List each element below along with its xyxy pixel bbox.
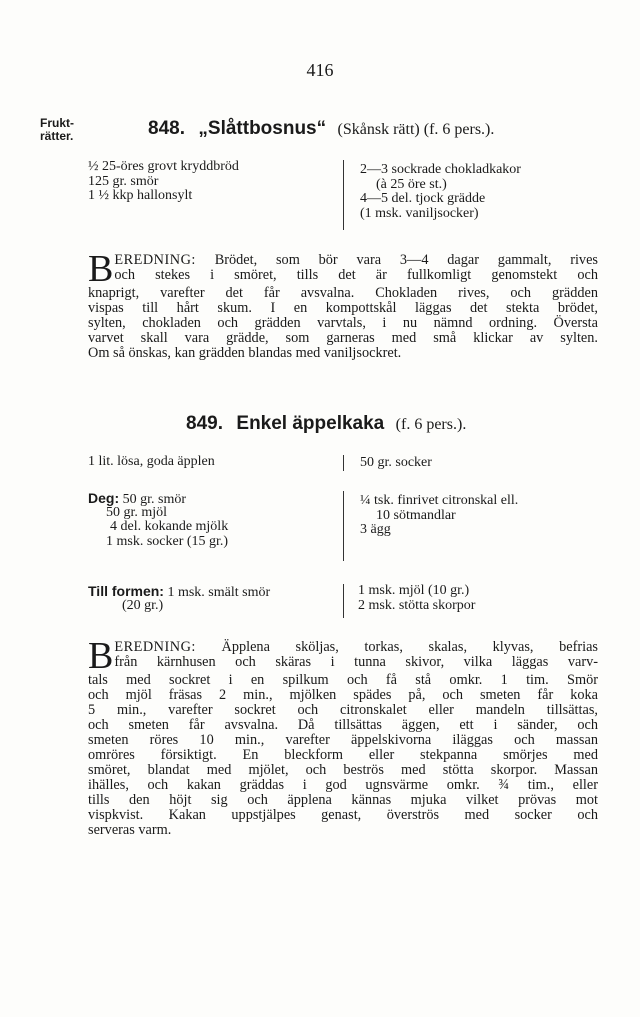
margin-note-line: Frukt- xyxy=(40,116,74,130)
ingredient: 2—3 sockrade chokladkakor xyxy=(360,162,521,177)
text-line: serveras varm. xyxy=(88,822,172,838)
form-ingredients xyxy=(88,584,270,613)
ingredient: 3 ägg xyxy=(360,522,391,537)
instructions-lead: EREDNING: xyxy=(114,639,196,655)
text-line: smeten röres 10 min., varefter äppelskivorna iläggas och massan xyxy=(88,732,598,748)
ingredient: 2 msk. stötta skorpor xyxy=(358,597,476,613)
ingredient: 4 del. kokande mjölk xyxy=(110,519,229,534)
recipe-title: „Slåttbosnus“ xyxy=(198,118,327,139)
ingredient: 1 lit. lösa, goda äpplen xyxy=(88,454,215,469)
column-divider xyxy=(343,584,344,618)
column-divider xyxy=(343,160,344,230)
text-line: Brödet, som bör vara 3—4 dagar gammalt, rives xyxy=(195,252,598,268)
drop-cap: B xyxy=(88,248,114,290)
ingredient: 50 gr. socker xyxy=(360,455,432,470)
ingredient: 125 gr. smör xyxy=(88,173,159,189)
margin-note xyxy=(40,117,74,143)
ingredient: (à 25 öre st.) xyxy=(376,176,447,192)
ingredient: (20 gr.) xyxy=(122,597,164,613)
text-line: tals med sockret i en spilkum och få stå omkr. 1 tim. Smör xyxy=(88,672,598,688)
text-line: Äpplena sköljas, torkas, skalas, klyvas, befrias xyxy=(195,639,598,655)
ingredient: ¼ tsk. finrivet citronskal ell. xyxy=(360,493,519,508)
recipe-number: 849. xyxy=(186,413,223,434)
text-line: från kärnhusen och skäras i tunna skivor, vilka läggas varv- xyxy=(114,654,598,670)
margin-note-line: rätter. xyxy=(40,129,74,143)
deg-label: Deg: xyxy=(88,490,120,506)
text-line: och smeten får avsvalna. Då tillsättas äggen, ett i sänder, och xyxy=(88,717,598,733)
form-label: Till formen: xyxy=(88,583,164,599)
text-line: 5 min., varefter sockret och citronskalet eller mandeln tillsättas, xyxy=(88,702,598,718)
text-line: omröres försiktigt. En bleckform eller stekpanna smörjes med xyxy=(88,747,598,763)
deg-ingredients xyxy=(88,491,228,549)
drop-cap: B xyxy=(88,635,114,677)
text-line: och mjöl fräsas 2 min., mjölken spädes på, och smeten får koka xyxy=(88,687,598,703)
text-line: smöret, blandat med mjölet, och beströs med stötta skorpor. Massan xyxy=(88,762,598,778)
instructions-lead: EREDNING: xyxy=(114,252,196,268)
ingredient: 1 msk. mjöl (10 gr.) xyxy=(358,583,470,598)
recipe-848-instructions xyxy=(88,248,598,361)
ingredients-right xyxy=(360,163,521,221)
column-divider xyxy=(343,455,344,471)
page-number: 416 xyxy=(306,60,334,80)
ingredient: 1 msk. socker (15 gr.) xyxy=(106,533,229,549)
text-line: vispas till hårt skum. I en kompottskål läggas det stekta brödet, xyxy=(88,300,598,316)
ingredient: 10 sötmandlar xyxy=(376,507,456,523)
ingredient: 50 gr. smör xyxy=(122,492,187,507)
deg-ingredients-right xyxy=(360,494,518,538)
form-ingredients-right xyxy=(358,584,475,613)
text-line: varvet skall vara grädde, som garneras med små klickar av sylten. xyxy=(88,330,598,346)
ingredient: 1 ½ kkp hallonsylt xyxy=(88,188,193,203)
ingredient: 1 msk. smält smör xyxy=(167,585,271,600)
ingredient: ½ 25-öres grovt kryddbröd xyxy=(88,159,239,174)
recipe-number: 848. xyxy=(148,118,185,139)
recipe-849-heading xyxy=(186,413,466,435)
text-line: vispkvist. Kakan uppstjälpes genast, överströs med socker och xyxy=(88,807,598,823)
ingredients-left xyxy=(88,160,239,204)
recipe-subtitle: (f. 6 pers.). xyxy=(395,416,467,433)
recipe-849-instructions xyxy=(88,635,598,838)
text-line: och stekes i smöret, tills det är fullkomligt genomstekt och xyxy=(114,267,598,283)
recipe-title: Enkel äppelkaka xyxy=(236,413,385,434)
text-line: tills den höjt sig och äpplena kännas mjuka vilket prövas mot xyxy=(88,792,598,808)
column-divider xyxy=(343,491,344,561)
text-line: knaprigt, varefter det får avsvalna. Chokladen rives, och grädden xyxy=(88,285,598,301)
ingredient: 4—5 del. tjock grädde xyxy=(360,191,486,206)
ingredient: 50 gr. mjöl xyxy=(106,504,168,520)
text-line: sylten, chokladen och grädden varvtals, i nu nämnd ordning. Översta xyxy=(88,315,598,331)
recipe-subtitle: (Skånsk rätt) (f. 6 pers.). xyxy=(337,121,495,138)
text-line: Om så önskas, kan grädden blandas med vaniljsockret. xyxy=(88,345,402,361)
ingredient: (1 msk. vaniljsocker) xyxy=(360,205,479,221)
recipe-848-heading xyxy=(148,118,494,140)
text-line: ihälles, och kakan gräddas i god ugnsvärme omkr. ¾ tim., eller xyxy=(88,777,598,793)
